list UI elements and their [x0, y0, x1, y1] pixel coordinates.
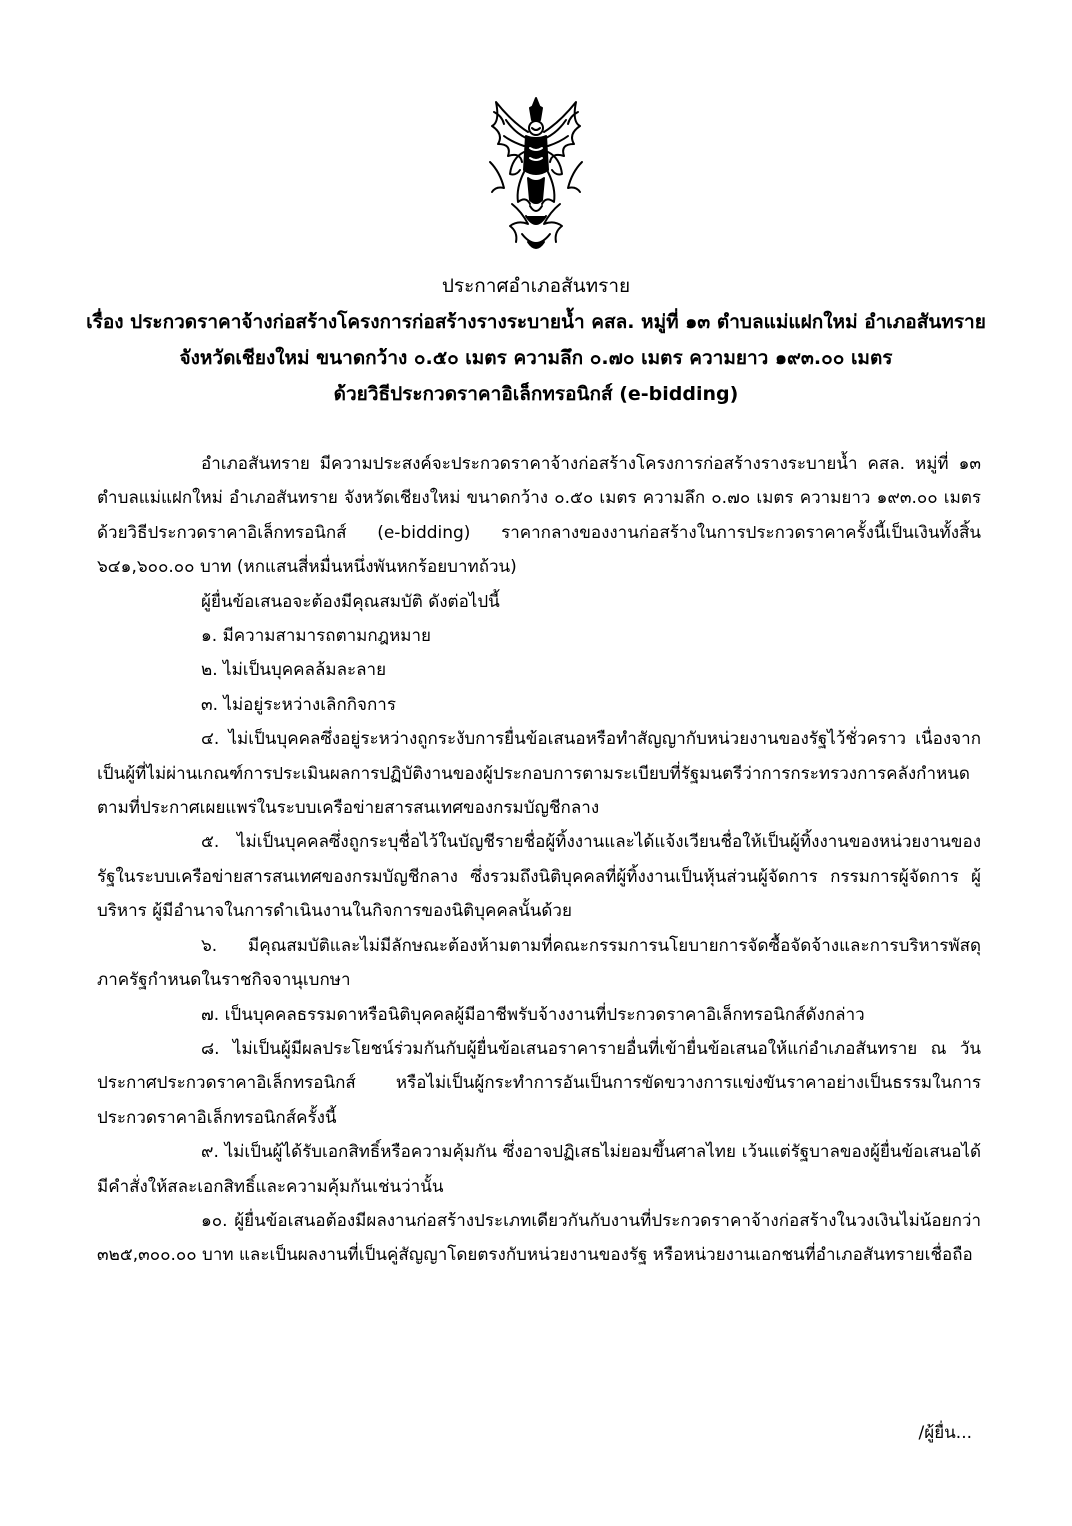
page-continuation: /ผู้ยื่น... — [918, 1423, 972, 1443]
qualification-item-10: ๑๐. ผู้ยื่นข้อเสนอต้องมีผลงานก่อสร้างประเภทเดียวกันกับงานที่ประกวดราคาจ้างก่อสร้างในวงเงินไม่น้อยกว่า ๓๒๕,๓๐๐.๐๐ บาท และเป็นผลงานที่เป็นคู่สัญญาโดยตรงกับหน่วยงานของรัฐ หรือหน่วยงานเอกชนที่อำเภอสันทรายเชื่อถือ — [97, 1210, 981, 1266]
intro-paragraph: อำเภอสันทราย มีความประสงค์จะประกวดราคาจ้างก่อสร้างโครงการก่อสร้างรางระบายน้ำ คสล. หมู่ที่ ๑๓ ตำบลแม่แฝกใหม่ อำเภอสันทราย จังหวัดเชียงใหม่ ขนาดกว้าง ๐.๕๐ เมตร ความลึก ๐.๗๐ เมตร ความยาว ๑๙๓.๐๐ เมตร ด้วยวิธีประกวดราคาอิเล็กทรอนิกส์ (e-bidding) ราคากลางของงานก่อสร้างในการประกวดราคาครั้งนี้เป็นเงินทั้งสิ้น ๖๔๑,๖๐๐.๐๐ บาท (หกแสนสี่หมื่นหนึ่งพันหกร้อยบาทถ้วน) — [97, 454, 981, 578]
announcement-subject-line-3: ด้วยวิธีประกวดราคาอิเล็กทรอนิกส์ (e-bidding) — [333, 383, 739, 405]
qualification-item-7: ๗. เป็นบุคคลธรรมดาหรือนิติบุคคลผู้มีอาชีพรับจ้างงานที่ประกวดราคาอิเล็กทรอนิกส์ดังกล่าว — [201, 1004, 865, 1025]
announcement-subject-line-2: จังหวัดเชียงใหม่ ขนาดกว้าง ๐.๕๐ เมตร ความลึก ๐.๗๐ เมตร ความยาว ๑๙๓.๐๐ เมตร — [179, 347, 893, 369]
garuda-emblem-icon — [482, 92, 590, 258]
announcement-header — [60, 268, 1012, 412]
qualification-item-8: ๘. ไม่เป็นผู้มีผลประโยชน์ร่วมกันกับผู้ยื่นข้อเสนอราคารายอื่นที่เข้ายื่นข้อเสนอให้แก่อำเภอสันทราย ณ วันประกาศประกวดราคาอิเล็กทรอนิกส์ หรือไม่เป็นผู้กระทำการอันเป็นการขัดขวางการแข่งขันราคาอย่างเป็นธรรมในการประกวดราคาอิเล็กทรอนิกส์ครั้งนี้ — [97, 1038, 981, 1128]
qualification-item-1: ๑. มีความสามารถตามกฎหมาย — [201, 626, 431, 647]
announcement-subject-line-1: เรื่อง ประกวดราคาจ้างก่อสร้างโครงการก่อสร้างรางระบายน้ำ คสล. หมู่ที่ ๑๓ ตำบลแม่แฝกใหม่ อำเภอสันทราย — [86, 311, 986, 333]
qualification-item-2: ๒. ไม่เป็นบุคคลล้มละลาย — [201, 660, 387, 681]
announcement-body — [97, 447, 981, 1273]
qualifications-heading: ผู้ยื่นข้อเสนอจะต้องมีคุณสมบัติ ดังต่อไปนี้ — [201, 591, 500, 612]
qualification-item-9: ๙. ไม่เป็นผู้ได้รับเอกสิทธิ์หรือความคุ้มกัน ซึ่งอาจปฏิเสธไม่ยอมขึ้นศาลไทย เว้นแต่รัฐบาลของผู้ยื่นข้อเสนอได้มีคำสั่งให้สละเอกสิทธิ์และความคุ้มกันเช่นว่านั้น — [97, 1142, 981, 1197]
qualification-item-5: ๕. ไม่เป็นบุคคลซึ่งถูกระบุชื่อไว้ในบัญชีรายชื่อผู้ทิ้งงานและได้แจ้งเวียนชื่อให้เป็นผู้ทิ้งงานของหน่วยงานของรัฐในระบบเครือข่ายสารสนเทศของกรมบัญชีกลาง ซึ่งรวมถึงนิติบุคคลที่ผู้ทิ้งงานเป็นหุ้นส่วนผู้จัดการ กรรมการผู้จัดการ ผู้บริหาร ผู้มีอำนาจในการดำเนินงานในกิจการของนิติบุคคลนั้นด้วย — [97, 832, 981, 922]
qualification-item-3: ๓. ไม่อยู่ระหว่างเลิกกิจการ — [201, 694, 396, 715]
qualification-item-6: ๖. มีคุณสมบัติและไม่มีลักษณะต้องห้ามตามที่คณะกรรมการนโยบายการจัดซื้อจัดจ้างและการบริหารพัสดุภาครัฐกำหนดในราชกิจจานุเบกษา — [97, 935, 981, 991]
announcement-title: ประกาศอำเภอสันทราย — [441, 275, 631, 297]
qualification-item-4: ๔. ไม่เป็นบุคคลซึ่งอยู่ระหว่างถูกระงับการยื่นข้อเสนอหรือทำสัญญากับหน่วยงานของรัฐไว้ชั่วคราว เนื่องจากเป็นผู้ที่ไม่ผ่านเกณฑ์การประเมินผลการปฏิบัติงานของผู้ประกอบการตามระเบียบที่รัฐมนตรีว่าการกระทรวงการคลังกำหนดตามที่ประกาศเผยแพร่ในระบบเครือข่ายสารสนเทศของกรมบัญชีกลาง — [97, 729, 981, 819]
